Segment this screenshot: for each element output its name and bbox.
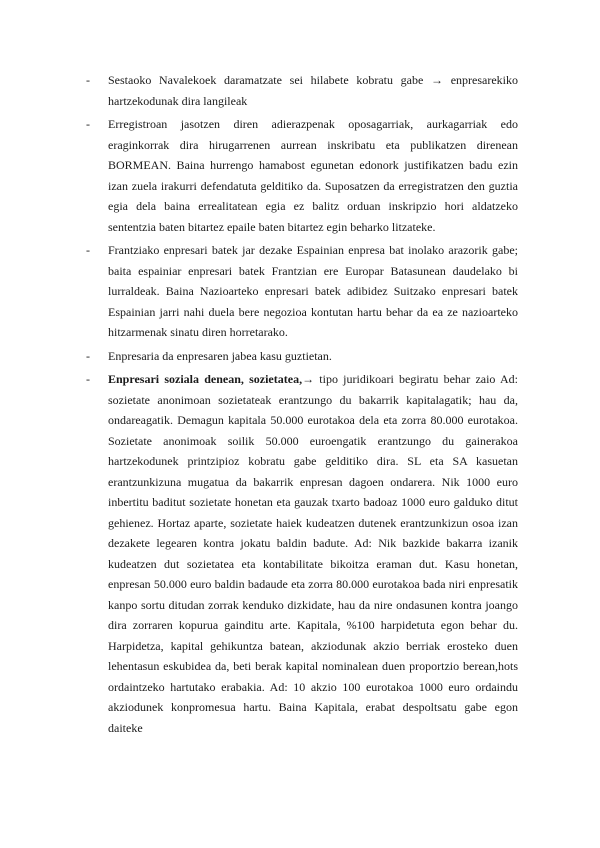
list-item-text: Enpresaria da enpresaren jabea kasu guztietan. [108,348,332,363]
list-item [86,346,518,367]
list-item-text: → tipo juridikoari begiratu behar zaio Ad: sozietate anonimoan sozietateak erantzungo du bakarrik kapitalagatik; hau da, ondareagatik. Demagun kapitala 50.000 eurotakoa dela eta zorra 80.000 eurotakoa. Sozietate anonimoak soilik 50.000 euroengatik erantzungo du gainerakoa hartzekodunek printzipioz kobratu gabe gelditiko dira. SL eta SA kasuetan erantzunkizuna mugatua da bakarrik enpresan dagoen ondarera. Nik 1000 euro inbertitu baditut sozietate honetan eta gauzak txarto badoaz 1000 euro galduko ditut gehienez. Hortaz aparte, sozietate haiek kudeatzen dutenek erantzunkizun osoa izan dezakete legearen kontra jokatu baldin badute. Ad: Nik bazkide bakarra izanik kudeatzen dut sozietatea eta kontabilitate bikoitza eraman dut. Kasu honetan, enpresan 50.000 euro baldin badaude eta zorra 80.000 eurotakoa bada niri enpresatik kanpo sortu ditudan zorrak kenduko dizkidate, hau da nire ondasunen kontra joango dira zorraren kopurua gainditu arte. Kapitala, %100 harpidetuta egon behar du. Harpidetza, kapital gehikuntza batean, akziodunak akzio berriak erosteko duen lehentasun eskubidea da, beti berak kapital nominalean duen proportzio berean,hots ordaintzeko hartutako erabakia. Ad: 10 akzio 100 eurotakoa 1000 euro ordaindu akziodunek konpromesua hartu. Baina Kapitala, erabat despoltsatu gabe egon daiteke [108,372,518,735]
list-item [86,369,518,738]
list-item-text: Frantziako enpresari batek jar dezake Espainian enpresa bat inolako arazorik gabe; baita espainiar enpresari batek Frantzian ere Europar Batasunean daudelako bi lurraldeak. Baina Nazioarteko enpresari batek adibidez Suitzako enpresari batek Espainian jarri nahi duela bere negozioa kontutan hartu behar da ea ze nazioarteko hitzarmenak sinatu diren horretarako. [108,243,518,339]
bullet-marker: - [86,348,90,363]
list-item [86,240,518,343]
list-item-text: Sestaoko Navalekoek daramatzate sei hilabete kobratu gabe → enpresarekiko hartzekodunak dira langileak [108,73,518,108]
list-item [86,70,518,111]
bullet-marker: - [86,117,90,131]
bullet-list [86,70,518,741]
bullet-marker: - [86,73,90,87]
list-item-bold-lead: Enpresari soziala denean, sozietatea, [108,372,303,386]
bullet-marker: - [86,372,90,386]
list-item-text: Erregistroan jasotzen diren adierazpenak oposagarriak, aurkagarriak edo eraginkorrak dira hirugarrenen aurrean inskribatu eta publikatzen direnean BORMEAN. Baina hurrengo hamabost egunetan edonork justifikatzen badu ezin izan zuela irakurri defendatuta gelditiko da. Suposatzen da erregistratzen den guztia egia dela baina errealitatean egia ez balitz orduan inskripzio hori aldatzeko sententzia baten bitartez epaile baten bitartez egin beharko litzateke. [108,117,518,234]
list-item [86,114,518,237]
bullet-marker: - [86,243,90,257]
